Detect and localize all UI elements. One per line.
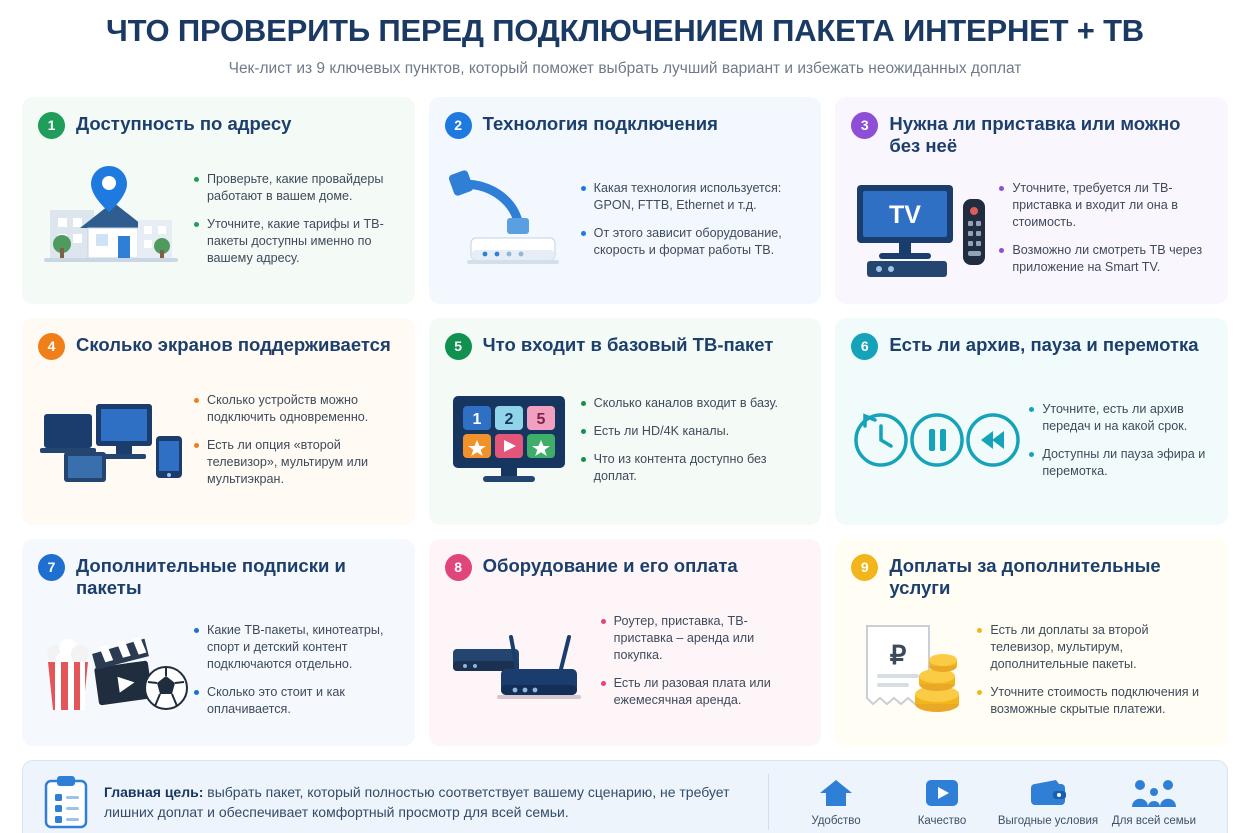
card-1-number: 1 (38, 112, 65, 139)
page-title: ЧТО ПРОВЕРИТЬ ПЕРЕД ПОДКЛЮЧЕНИЕМ ПАКЕТА ИНТЕРНЕТ + ТВ (106, 13, 1144, 48)
card-4-head (38, 332, 399, 360)
card-7 (22, 539, 415, 746)
card-1-body (38, 143, 399, 294)
footer-lead: Главная цель: (104, 783, 204, 800)
archive-pause-rewind-icon (851, 394, 1023, 486)
card-1-title: Доступность по адресу (76, 112, 292, 134)
card-2-number: 2 (445, 112, 472, 139)
card-6-bullet-1: Уточните, есть ли архив передач и на какой срок. (1029, 401, 1212, 435)
card-6-head (851, 332, 1212, 360)
benefit-good-terms (995, 776, 1101, 827)
card-4-bullets (194, 392, 399, 488)
card-3-title: Нужна ли приставка или можно без неё (889, 112, 1181, 156)
card-5-body (445, 364, 806, 515)
card-2-bullet-2: От этого зависит оборудование, скорость и формат работы ТВ. (581, 225, 806, 259)
benefits-list (783, 776, 1207, 827)
card-6-bullets (1029, 401, 1212, 480)
card-9-head (851, 553, 1212, 598)
footer-left (43, 775, 764, 829)
card-7-body (38, 602, 399, 736)
footer-text (104, 782, 764, 823)
card-1 (22, 97, 415, 304)
page-subtitle: Чек-лист из 9 ключевых пунктов, который поможет выбрать лучший вариант и избежать неожиданных доплат (228, 59, 1022, 77)
card-5-head (445, 332, 806, 360)
card-9-number: 9 (851, 554, 878, 581)
footer-body: выбрать пакет, который полностью соответствует вашему сценарию, не требует лишних доплат и обеспечивает комфортный просмотр для всей семьи. (104, 783, 730, 820)
card-5-bullet-3: Что из контента доступно без доплат. (581, 451, 806, 485)
card-4-title: Сколько экранов поддерживается (76, 333, 391, 355)
wallet-icon (995, 776, 1101, 810)
card-8-title: Оборудование и его оплата (482, 554, 738, 576)
svg-text:5: 5 (536, 411, 546, 429)
card-1-bullet-2: Уточните, какие тарифы и ТВ-пакеты доступны именно по вашему адресу. (194, 216, 399, 267)
card-7-bullet-2: Сколько это стоит и как оплачивается. (194, 684, 399, 718)
card-5-bullet-1: Сколько каналов входит в базу. (581, 395, 806, 412)
benefit-convenience-label: Удобство (811, 815, 861, 828)
card-2-bullet-1: Какая технология используется: GPON, FTTB, Ethernet и т.д. (581, 180, 806, 214)
card-5-number: 5 (445, 333, 472, 360)
card-9-bullet-2: Уточните стоимость подключения и возможные скрытые платежи. (977, 684, 1212, 718)
card-9 (835, 539, 1228, 746)
card-8-head (445, 553, 806, 581)
card-8-bullets (601, 613, 806, 709)
benefit-good-terms-label: Выгодные условия (997, 815, 1099, 828)
play-button-icon (889, 776, 995, 810)
card-6-number: 6 (851, 333, 878, 360)
card-4-bullet-2: Есть ли опция «второй телевизор», мультирум или мультиэкран. (194, 437, 399, 488)
card-5 (429, 318, 822, 525)
card-3-head (851, 111, 1212, 156)
card-9-bullets (977, 622, 1212, 718)
popcorn-clapper-ball-icon (38, 620, 188, 720)
card-6-body (851, 364, 1212, 515)
card-8-bullet-2: Есть ли разовая плата или ежемесячная аренда. (601, 675, 806, 709)
benefit-quality (889, 776, 995, 827)
router-cable-icon (445, 162, 575, 277)
card-9-title: Доплаты за дополнительные услуги (889, 554, 1161, 598)
card-1-bullet-1: Проверьте, какие провайдеры работают в вашем доме. (194, 171, 399, 205)
benefit-convenience (783, 776, 889, 827)
card-3-bullets (999, 180, 1212, 276)
card-3 (835, 97, 1228, 304)
card-5-title: Что входит в базовый ТВ-пакет (482, 333, 774, 355)
router-settop-box-icon (445, 611, 595, 711)
header (0, 0, 1250, 79)
card-7-title: Дополнительные подписки и пакеты (76, 554, 346, 598)
svg-text:TV: TV (889, 201, 922, 229)
card-7-bullet-1: Какие ТВ-пакеты, кинотеатры, спорт и детский контент подключаются отдельно. (194, 622, 399, 673)
card-1-bullets (194, 171, 399, 267)
card-4-number: 4 (38, 333, 65, 360)
invoice-coins-icon (851, 618, 971, 722)
benefit-family-label: Для всей семьи (1111, 815, 1197, 828)
card-9-bullet-1: Есть ли доплаты за второй телевизор, мультирум, дополнительные пакеты. (977, 622, 1212, 673)
card-4-body (38, 364, 399, 515)
card-7-bullets (194, 622, 399, 718)
card-6 (835, 318, 1228, 525)
card-3-number: 3 (851, 112, 878, 139)
checklist-grid (22, 97, 1228, 746)
card-2-title: Технология подключения (482, 112, 718, 134)
benefit-family (1101, 776, 1207, 827)
card-4 (22, 318, 415, 525)
card-3-bullet-1: Уточните, требуется ли ТВ-приставка и входит ли она в стоимость. (999, 180, 1212, 231)
svg-text:1: 1 (472, 411, 482, 429)
svg-text:2: 2 (504, 411, 514, 429)
card-7-number: 7 (38, 554, 65, 581)
tv-channels-icon (445, 386, 575, 494)
card-7-head (38, 553, 399, 598)
card-8-body (445, 585, 806, 736)
card-2 (429, 97, 822, 304)
home-icon (783, 776, 889, 810)
card-9-body (851, 602, 1212, 736)
card-6-bullet-2: Доступны ли пауза эфира и перемотка. (1029, 446, 1212, 480)
svg-text:₽: ₽ (890, 641, 907, 670)
card-8 (429, 539, 822, 746)
footer-summary (22, 760, 1228, 833)
card-2-body (445, 143, 806, 294)
card-6-title: Есть ли архив, пауза и перемотка (889, 333, 1199, 355)
checklist-clipboard-icon (43, 775, 89, 829)
card-2-bullets (581, 180, 806, 259)
card-4-bullet-1: Сколько устройств можно подключить одновременно. (194, 392, 399, 426)
card-8-number: 8 (445, 554, 472, 581)
benefit-quality-label: Качество (917, 815, 967, 828)
multi-devices-icon (38, 386, 188, 494)
card-3-bullet-2: Возможно ли смотреть ТВ через приложение на Smart TV. (999, 242, 1212, 276)
tv-remote-icon (851, 173, 993, 283)
card-5-bullet-2: Есть ли HD/4K каналы. (581, 423, 806, 440)
card-5-bullets (581, 395, 806, 485)
card-8-bullet-1: Роутер, приставка, ТВ-приставка – аренда или покупка. (601, 613, 806, 664)
house-location-pin-icon (38, 162, 188, 277)
card-1-head (38, 111, 399, 139)
card-3-body (851, 160, 1212, 294)
footer-divider (768, 774, 769, 830)
card-2-head (445, 111, 806, 139)
family-icon (1101, 776, 1207, 810)
